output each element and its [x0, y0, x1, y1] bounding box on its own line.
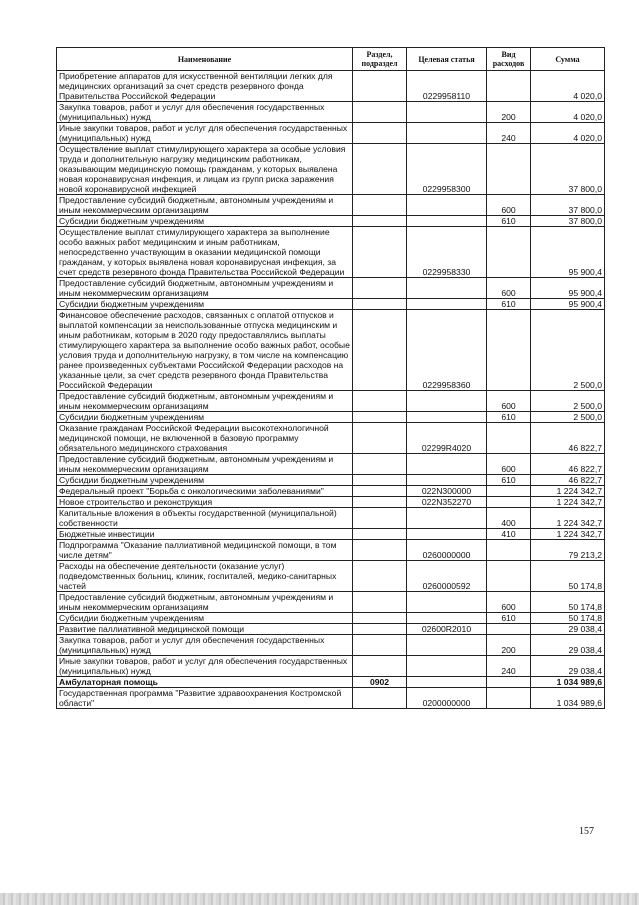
- cell-name: Развитие паллиативной медицинской помощи: [57, 624, 353, 635]
- cell-name: Приобретение аппаратов для искусственной вентиляции легких для медицинских организаций за счет средств резервного фонда Правительства Российской Федерации: [57, 71, 353, 102]
- cell-sum: 2 500,0: [531, 412, 605, 423]
- cell-target: [407, 412, 487, 423]
- cell-sum: 4 020,0: [531, 102, 605, 123]
- table-row: [57, 299, 605, 310]
- cell-target: [407, 475, 487, 486]
- table-row: [57, 529, 605, 540]
- table-header-row: [57, 48, 605, 71]
- cell-name: Закупка товаров, работ и услуг для обеспечения государственных (муниципальных) нужд: [57, 102, 353, 123]
- table-body: [57, 71, 605, 709]
- cell-name: Осуществление выплат стимулирующего характера за выполнение особо важных работ медицинским и иным работникам, непосредственно участвующим в оказании медицинской помощи гражданам, у которых выявлена новая коронавирусная инфекция, за счет средств резервного фонда Правительства Российской Федерации: [57, 227, 353, 278]
- cell-expense: 240: [487, 656, 531, 677]
- table-row: [57, 123, 605, 144]
- cell-sum: 2 500,0: [531, 310, 605, 391]
- cell-sum: 46 822,7: [531, 475, 605, 486]
- page-number: 157: [579, 826, 594, 837]
- cell-sum: 4 020,0: [531, 71, 605, 102]
- cell-section: [353, 123, 407, 144]
- cell-expense: 600: [487, 592, 531, 613]
- cell-name: Субсидии бюджетным учреждениям: [57, 412, 353, 423]
- cell-target: 0260000000: [407, 540, 487, 561]
- table-row: [57, 624, 605, 635]
- cell-name: Закупка товаров, работ и услуг для обеспечения государственных (муниципальных) нужд: [57, 635, 353, 656]
- cell-section: [353, 195, 407, 216]
- table-row: [57, 508, 605, 529]
- cell-section: [353, 216, 407, 227]
- cell-target: 0229958110: [407, 71, 487, 102]
- cell-target: 0229958300: [407, 144, 487, 195]
- cell-section: [353, 529, 407, 540]
- cell-target: [407, 635, 487, 656]
- table-row: [57, 561, 605, 592]
- cell-section: [353, 278, 407, 299]
- cell-section: [353, 299, 407, 310]
- cell-expense: [487, 227, 531, 278]
- cell-sum: 46 822,7: [531, 454, 605, 475]
- cell-sum: 29 038,4: [531, 635, 605, 656]
- cell-section: [353, 656, 407, 677]
- cell-section: [353, 412, 407, 423]
- table-row: [57, 613, 605, 624]
- cell-expense: 610: [487, 216, 531, 227]
- cell-target: [407, 123, 487, 144]
- cell-target: [407, 299, 487, 310]
- cell-sum: 95 900,4: [531, 278, 605, 299]
- table-row: [57, 475, 605, 486]
- table-row: [57, 486, 605, 497]
- cell-name: Расходы на обеспечение деятельности (оказание услуг) подведомственных больниц, клиник, госпиталей, медико-санитарных частей: [57, 561, 353, 592]
- header-expense: Вид расходов: [487, 48, 531, 71]
- cell-sum: 29 038,4: [531, 656, 605, 677]
- header-section: Раздел, подраздел: [353, 48, 407, 71]
- table-row: [57, 144, 605, 195]
- cell-sum: 79 213,2: [531, 540, 605, 561]
- cell-name: Капитальные вложения в объекты государственной (муниципальной) собственности: [57, 508, 353, 529]
- cell-expense: 200: [487, 635, 531, 656]
- table-row: [57, 677, 605, 688]
- cell-expense: 200: [487, 102, 531, 123]
- cell-target: 022N300000: [407, 486, 487, 497]
- table-row: [57, 497, 605, 508]
- header-name: Наименование: [57, 48, 353, 71]
- table-row: [57, 310, 605, 391]
- cell-expense: [487, 486, 531, 497]
- cell-target: 022N352270: [407, 497, 487, 508]
- cell-section: 0902: [353, 677, 407, 688]
- cell-target: [407, 454, 487, 475]
- cell-section: [353, 540, 407, 561]
- cell-name: Осуществление выплат стимулирующего характера за особые условия труда и дополнительную нагрузку медицинским работникам, оказывающим медицинскую помощь гражданам, у которых выявлена новая коронавирусная инфекция, и лицам из групп риска заражения новой коронавирусной инфекцией: [57, 144, 353, 195]
- cell-target: [407, 102, 487, 123]
- cell-target: [407, 195, 487, 216]
- cell-section: [353, 561, 407, 592]
- cell-section: [353, 102, 407, 123]
- cell-name: Субсидии бюджетным учреждениям: [57, 475, 353, 486]
- cell-name: Новое строительство и реконструкция: [57, 497, 353, 508]
- cell-name: Оказание гражданам Российской Федерации высокотехнологичной медицинской помощи, не включенной в базовую программу обязательного медицинского страхования: [57, 423, 353, 454]
- cell-section: [353, 144, 407, 195]
- cell-expense: 400: [487, 508, 531, 529]
- cell-expense: [487, 677, 531, 688]
- cell-sum: 1 224 342,7: [531, 497, 605, 508]
- cell-target: [407, 278, 487, 299]
- header-target: Целевая статья: [407, 48, 487, 71]
- cell-name: Субсидии бюджетным учреждениям: [57, 613, 353, 624]
- cell-sum: 50 174,8: [531, 592, 605, 613]
- cell-sum: 1 034 989,6: [531, 677, 605, 688]
- cell-expense: 610: [487, 613, 531, 624]
- cell-section: [353, 486, 407, 497]
- cell-expense: 610: [487, 412, 531, 423]
- table-row: [57, 412, 605, 423]
- table-row: [57, 454, 605, 475]
- cell-section: [353, 508, 407, 529]
- table-row: [57, 71, 605, 102]
- cell-sum: 37 800,0: [531, 216, 605, 227]
- cell-name: Предоставление субсидий бюджетным, автономным учреждениям и иным некоммерческим организациям: [57, 278, 353, 299]
- cell-name: Субсидии бюджетным учреждениям: [57, 299, 353, 310]
- cell-sum: 37 800,0: [531, 195, 605, 216]
- budget-table: [56, 47, 605, 709]
- cell-name: Предоставление субсидий бюджетным, автономным учреждениям и иным некоммерческим организациям: [57, 391, 353, 412]
- cell-sum: 37 800,0: [531, 144, 605, 195]
- cell-expense: [487, 561, 531, 592]
- cell-expense: 600: [487, 195, 531, 216]
- table-row: [57, 227, 605, 278]
- cell-target: [407, 508, 487, 529]
- cell-target: [407, 613, 487, 624]
- cell-section: [353, 423, 407, 454]
- cell-sum: 1 034 989,6: [531, 688, 605, 709]
- scan-edge-strip: [0, 893, 639, 905]
- cell-section: [353, 624, 407, 635]
- cell-expense: [487, 310, 531, 391]
- cell-target: [407, 592, 487, 613]
- table-row: [57, 278, 605, 299]
- cell-name: Иные закупки товаров, работ и услуг для обеспечения государственных (муниципальных) нужд: [57, 123, 353, 144]
- cell-section: [353, 592, 407, 613]
- cell-sum: 1 224 342,7: [531, 529, 605, 540]
- cell-section: [353, 497, 407, 508]
- cell-expense: 410: [487, 529, 531, 540]
- table-row: [57, 540, 605, 561]
- cell-target: [407, 391, 487, 412]
- cell-expense: 600: [487, 454, 531, 475]
- table-row: [57, 423, 605, 454]
- cell-target: 0229958330: [407, 227, 487, 278]
- cell-section: [353, 635, 407, 656]
- cell-target: 0200000000: [407, 688, 487, 709]
- cell-name: Предоставление субсидий бюджетным, автономным учреждениям и иным некоммерческим организациям: [57, 454, 353, 475]
- table-row: [57, 656, 605, 677]
- cell-target: 0229958360: [407, 310, 487, 391]
- cell-sum: 95 900,4: [531, 227, 605, 278]
- cell-expense: 240: [487, 123, 531, 144]
- table-row: [57, 635, 605, 656]
- cell-sum: 1 224 342,7: [531, 508, 605, 529]
- cell-expense: 600: [487, 278, 531, 299]
- cell-expense: [487, 688, 531, 709]
- table-row: [57, 391, 605, 412]
- cell-sum: 50 174,8: [531, 613, 605, 624]
- cell-name: Субсидии бюджетным учреждениям: [57, 216, 353, 227]
- cell-expense: 600: [487, 391, 531, 412]
- cell-sum: 4 020,0: [531, 123, 605, 144]
- cell-target: 02600R2010: [407, 624, 487, 635]
- cell-target: 02299R4020: [407, 423, 487, 454]
- cell-sum: 50 174,8: [531, 561, 605, 592]
- cell-sum: 1 224 342,7: [531, 486, 605, 497]
- cell-expense: [487, 71, 531, 102]
- cell-expense: [487, 423, 531, 454]
- table-row: [57, 195, 605, 216]
- cell-target: [407, 216, 487, 227]
- cell-section: [353, 310, 407, 391]
- cell-target: [407, 656, 487, 677]
- cell-name: Амбулаторная помощь: [57, 677, 353, 688]
- cell-target: 0260000592: [407, 561, 487, 592]
- cell-name: Подпрограмма "Оказание паллиативной медицинской помощи, в том числе детям": [57, 540, 353, 561]
- cell-name: Финансовое обеспечение расходов, связанных с оплатой отпусков и выплатой компенсации за неиспользованные отпуска медицинским и иным работникам, которым в 2020 году предоставлялись выплаты стимулирующего характера за выполнение особо важных работ, особые условия труда и дополнительную нагрузку, в том числе на компенсацию ранее произведенных субъектами Российской Федерации расходов на указанные цели, за счет средств резервного фонда Правительства Российской Федерации: [57, 310, 353, 391]
- cell-sum: 2 500,0: [531, 391, 605, 412]
- cell-expense: [487, 540, 531, 561]
- cell-section: [353, 613, 407, 624]
- cell-target: [407, 677, 487, 688]
- cell-section: [353, 391, 407, 412]
- cell-name: Иные закупки товаров, работ и услуг для обеспечения государственных (муниципальных) нужд: [57, 656, 353, 677]
- table-row: [57, 102, 605, 123]
- cell-section: [353, 71, 407, 102]
- cell-name: Государственная программа "Развитие здравоохранения Костромской области": [57, 688, 353, 709]
- cell-section: [353, 475, 407, 486]
- cell-expense: [487, 144, 531, 195]
- cell-name: Предоставление субсидий бюджетным, автономным учреждениям и иным некоммерческим организациям: [57, 195, 353, 216]
- cell-expense: [487, 497, 531, 508]
- cell-sum: 29 038,4: [531, 624, 605, 635]
- cell-target: [407, 529, 487, 540]
- cell-expense: 610: [487, 475, 531, 486]
- cell-expense: [487, 624, 531, 635]
- cell-section: [353, 227, 407, 278]
- cell-section: [353, 688, 407, 709]
- cell-expense: 610: [487, 299, 531, 310]
- cell-name: Федеральный проект "Борьба с онкологическими заболеваниями": [57, 486, 353, 497]
- table-row: [57, 216, 605, 227]
- table-row: [57, 688, 605, 709]
- cell-sum: 95 900,4: [531, 299, 605, 310]
- cell-name: Предоставление субсидий бюджетным, автономным учреждениям и иным некоммерческим организациям: [57, 592, 353, 613]
- table-row: [57, 592, 605, 613]
- cell-sum: 46 822,7: [531, 423, 605, 454]
- header-sum: Сумма: [531, 48, 605, 71]
- cell-section: [353, 454, 407, 475]
- cell-name: Бюджетные инвестиции: [57, 529, 353, 540]
